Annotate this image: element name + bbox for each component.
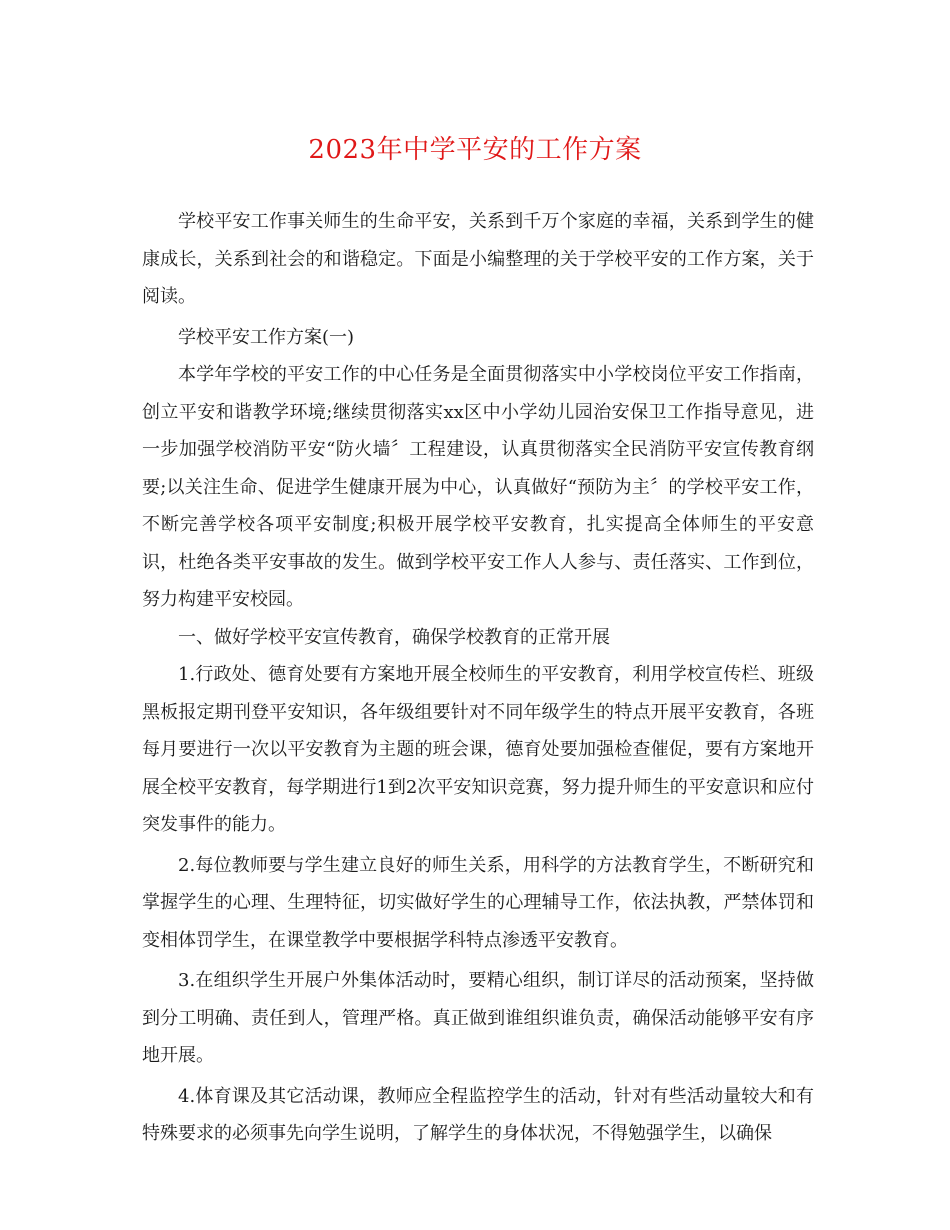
- list-item-2: 2.每位教师要与学生建立良好的师生关系，用科学的方法教育学生，不断研究和掌握学生的心理、生理特征，切实做好学生的心理辅导工作，依法执教，严禁体罚和变相体罚学生，在课堂教学中要根据学科特点渗透平安教育。: [142, 854, 814, 951]
- list-item-4: 4.体育课及其它活动课，教师应全程监控学生的活动，针对有些活动量较大和有特殊要求的必须事先向学生说明，了解学生的身体状况，不得勉强学生，以确保: [142, 1085, 814, 1144]
- body-paragraph: 本学年学校的平安工作的中心任务是全面贯彻落实中小学校岗位平安工作指南，创立平安和谐教学环境;继续贯彻落实xx区中小学幼儿园治安保卫工作指导意见，进一步加强学校消防平安“防火墙〞工程建设，认真贯彻落实全民消防平安宣传教育纲要;以关注生命、促进学生健康开展为中心，认真做好“预防为主〞的学校平安工作，不断完善学校各项平安制度;积极开展学校平安教育，扎实提高全体师生的平安意识，杜绝各类平安事故的发生。做到学校平安工作人人参与、责任落实、工作到位，努力构建平安校园。: [142, 364, 814, 610]
- intro-paragraph: 学校平安工作事关师生的生命平安，关系到千万个家庭的幸福，关系到学生的健康成长，关系到社会的和谐稳定。下面是小编整理的关于学校平安的工作方案，关于阅读。: [142, 211, 814, 307]
- document-body: [142, 203, 814, 1153]
- list-item-3: 3.在组织学生开展户外集体活动时，要精心组织，制订详尽的活动预案，坚持做到分工明确、责任到人，管理严格。真正做到谁组织谁负责，确保活动能够平安有序地开展。: [142, 970, 814, 1066]
- section-heading-plan-one: 学校平安工作方案(一): [178, 326, 355, 348]
- section-heading-one: 一、做好学校平安宣传教育，确保学校教育的正常开展: [178, 626, 610, 648]
- list-item-1: 1.行政处、德育处要有方案地开展全校师生的平安教育，利用学校宣传栏、班级黑板报定期刊登平安知识，各年级组要针对不同年级学生的特点开展平安教育，各班每月要进行一次以平安教育为主题的班会课，德育处要加强检查催促，要有方案地开展全校平安教育，每学期进行1到2次平安知识竞赛，努力提升师生的平安意识和应付突发事件的能力。: [142, 664, 814, 835]
- document-title: 2023年中学平安的工作方案: [308, 135, 642, 165]
